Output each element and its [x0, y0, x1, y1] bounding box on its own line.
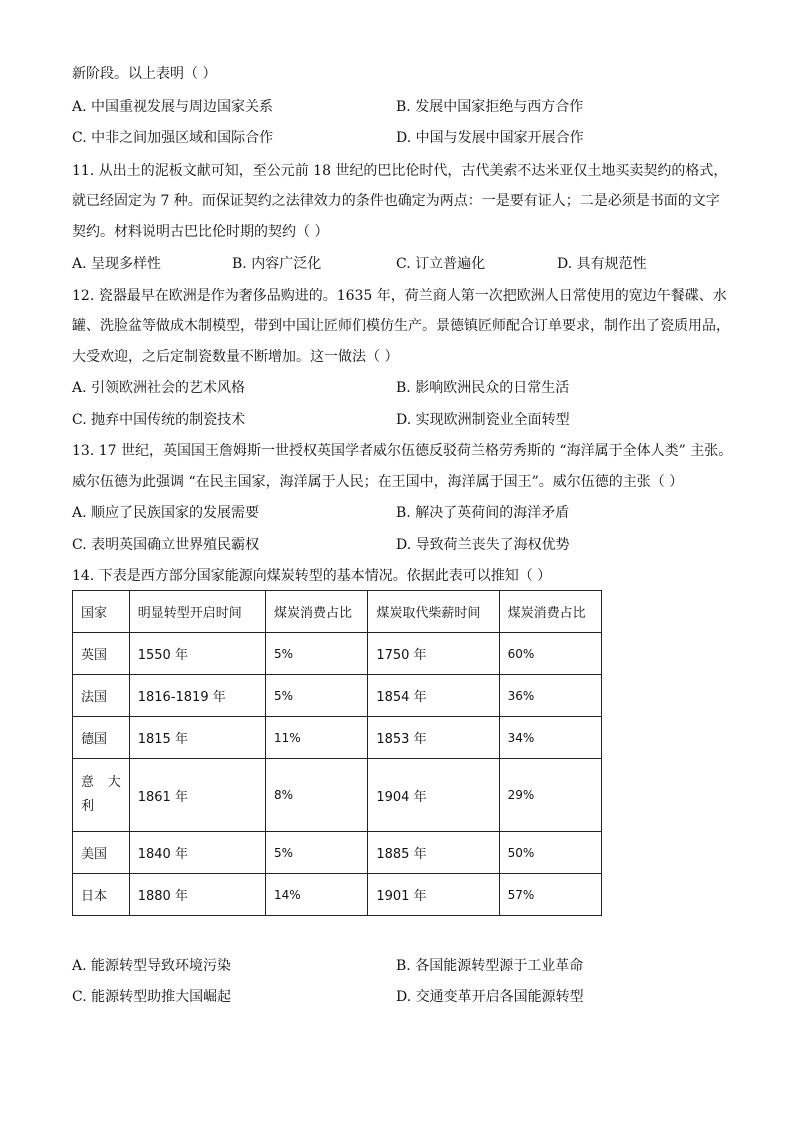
q13-option-b[interactable]: B. 解决了英荷间的海洋矛盾 — [396, 505, 570, 521]
q12-option-d[interactable]: D. 实现欧洲制瓷业全面转型 — [396, 412, 570, 428]
table-cell: 1853 年 — [368, 717, 499, 759]
table-header-cell: 煤炭取代柴薪时间 — [368, 591, 499, 633]
q10-stem-tail: 新阶段。以上表明（ ） — [72, 66, 217, 82]
table-cell: 11% — [265, 717, 367, 759]
table-cell: 36% — [499, 675, 601, 717]
table-cell: 1904 年 — [368, 759, 499, 832]
table-cell: 34% — [499, 717, 601, 759]
q14-option-a[interactable]: A. 能源转型导致环境污染 — [72, 958, 232, 974]
table-cell: 日本 — [73, 874, 130, 916]
table-cell: 1861 年 — [129, 759, 265, 832]
q14-stem: 14. 下表是西方部分国家能源向煤炭转型的基本情况。依据此表可以推知（ ） — [72, 568, 552, 584]
table-cell: 1550 年 — [129, 633, 265, 675]
q12-stem-line-3: 大受欢迎，之后定制瓷数量不断增加。这一做法（ ） — [72, 349, 399, 365]
q12-stem-line-2: 罐、洗脸盆等做成木制模型，带到中国让匠师们模仿生产。景德镇匠师配合订单要求，制作出了瓷质用品， — [72, 318, 730, 334]
energy-transition-table — [72, 590, 602, 916]
q11-option-b[interactable]: B. 内容广泛化 — [232, 256, 322, 272]
table-row — [73, 717, 602, 759]
table-row — [73, 675, 602, 717]
table-header-cell: 煤炭消费占比 — [265, 591, 367, 633]
table-cell: 德国 — [73, 717, 130, 759]
table-cell: 英国 — [73, 633, 130, 675]
table-cell: 意 大 利 — [73, 759, 130, 832]
table-header-row — [73, 591, 602, 633]
table-cell: 1880 年 — [129, 874, 265, 916]
q11-option-d[interactable]: D. 具有规范性 — [557, 256, 647, 272]
table-cell: 5% — [265, 633, 367, 675]
table-cell: 1840 年 — [129, 832, 265, 874]
q10-option-b[interactable]: B. 发展中国家拒绝与西方合作 — [396, 99, 584, 115]
q13-option-a[interactable]: A. 顺应了民族国家的发展需要 — [72, 505, 260, 521]
q10-option-a[interactable]: A. 中国重视发展与周边国家关系 — [72, 99, 274, 115]
q11-option-a[interactable]: A. 呈现多样性 — [72, 256, 162, 272]
q12-option-a[interactable]: A. 引领欧洲社会的艺术风格 — [72, 380, 246, 396]
table-cell: 5% — [265, 832, 367, 874]
table-header-cell: 国家 — [73, 591, 130, 633]
table-cell: 1815 年 — [129, 717, 265, 759]
table-cell: 1750 年 — [368, 633, 499, 675]
q14-option-d[interactable]: D. 交通变革开启各国能源转型 — [396, 989, 584, 1005]
table-cell: 1816-1819 年 — [129, 675, 265, 717]
table-cell: 57% — [499, 874, 601, 916]
table-cell: 1901 年 — [368, 874, 499, 916]
table-row — [73, 832, 602, 874]
table-row — [73, 759, 602, 832]
table-cell: 60% — [499, 633, 601, 675]
q10-option-c[interactable]: C. 中非之间加强区域和国际合作 — [72, 130, 274, 146]
table-header-cell: 明显转型开启时间 — [129, 591, 265, 633]
q13-option-c[interactable]: C. 表明英国确立世界殖民霸权 — [72, 537, 260, 553]
q11-stem-line-2: 就已经固定为 7 种。而保证契约之法律效力的条件也确定为两点：一是要有证人；二是必须是书面的文字 — [72, 193, 720, 209]
table-cell: 1885 年 — [368, 832, 499, 874]
table-cell: 1854 年 — [368, 675, 499, 717]
table-row — [73, 874, 602, 916]
table-cell: 50% — [499, 832, 601, 874]
table-cell: 8% — [265, 759, 367, 832]
table-row — [73, 633, 602, 675]
table-cell: 法国 — [73, 675, 130, 717]
q13-option-d[interactable]: D. 导致荷兰丧失了海权优势 — [396, 537, 570, 553]
q11-stem-line-3: 契约。材料说明古巴比伦时期的契约（ ） — [72, 224, 329, 240]
q13-stem-line-1: 13. 17 世纪，英国国王詹姆斯一世授权英国学者威尔伍德反驳荷兰格劳秀斯的 “海洋属于全体人类” 主张。 — [72, 443, 733, 459]
q11-option-c[interactable]: C. 订立普遍化 — [396, 256, 486, 272]
q14-option-b[interactable]: B. 各国能源转型源于工业革命 — [396, 958, 584, 974]
table-cell: 美国 — [73, 832, 130, 874]
q13-stem-line-2: 威尔伍德为此强调 “在民主国家，海洋属于人民；在王国中，海洋属于国王”。威尔伍德的主张（ ） — [72, 474, 684, 490]
table-header-cell: 煤炭消费占比 — [499, 591, 601, 633]
q11-stem-line-1: 11. 从出土的泥板文献可知，至公元前 18 世纪的巴比伦时代，古代美索不达米亚仅土地买卖契约的格式， — [72, 163, 728, 179]
q10-option-d[interactable]: D. 中国与发展中国家开展合作 — [396, 130, 584, 146]
q12-option-c[interactable]: C. 抛弃中国传统的制瓷技术 — [72, 412, 246, 428]
q12-stem-line-1: 12. 瓷器最早在欧洲是作为奢侈品购进的。1635 年，荷兰商人第一次把欧洲人日常使用的宽边午餐碟、水 — [72, 288, 727, 304]
table-cell: 5% — [265, 675, 367, 717]
table-cell: 14% — [265, 874, 367, 916]
table-cell: 29% — [499, 759, 601, 832]
q14-option-c[interactable]: C. 能源转型助推大国崛起 — [72, 989, 232, 1005]
q12-option-b[interactable]: B. 影响欧洲民众的日常生活 — [396, 380, 570, 396]
